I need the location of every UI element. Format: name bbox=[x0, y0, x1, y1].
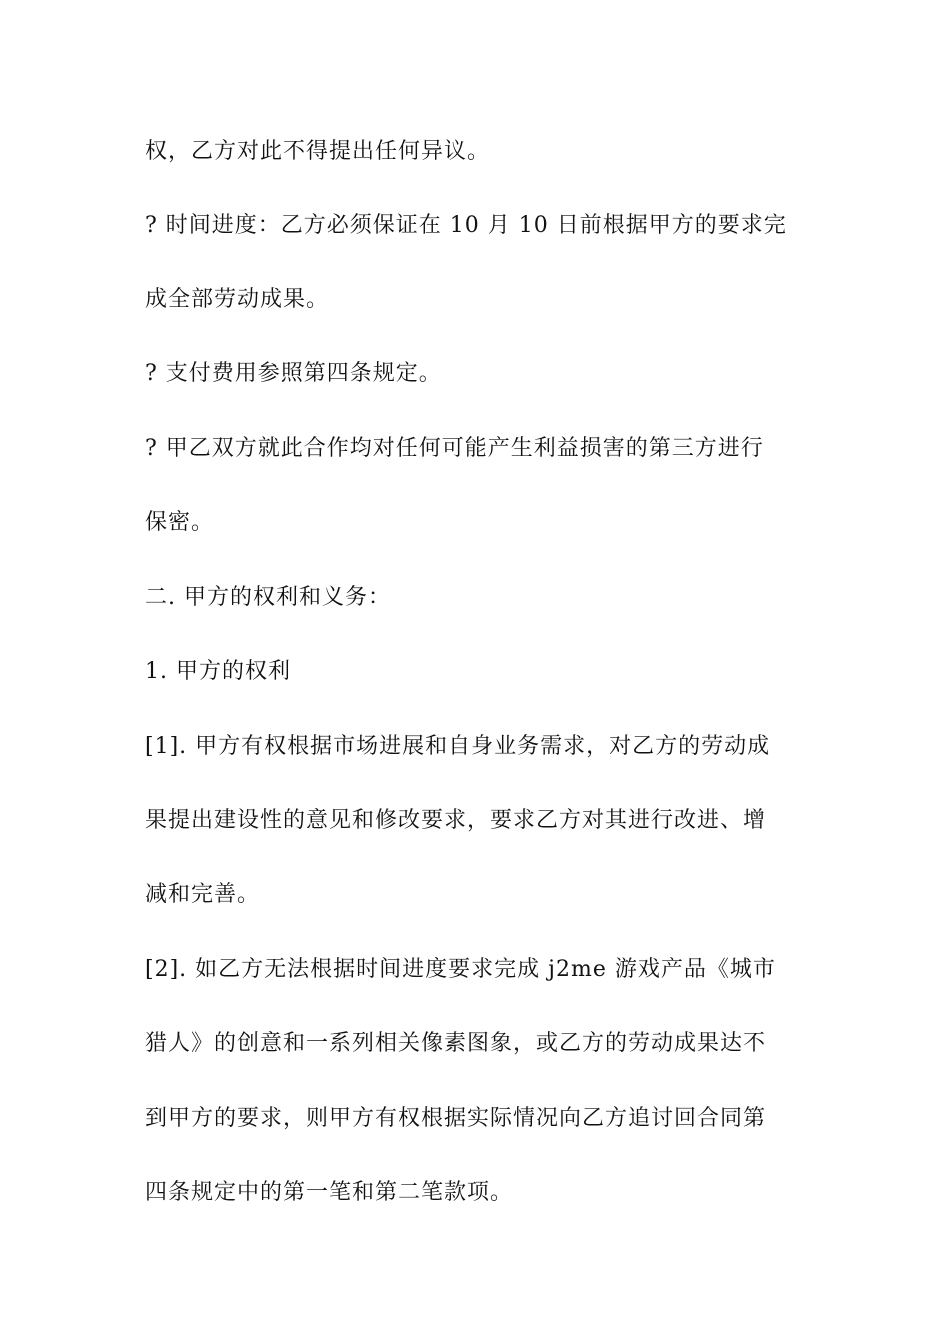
text-line: ? 时间进度：乙方必须保证在 10 月 10 日前根据甲方的要求完 bbox=[145, 213, 787, 238]
text-line: 减和完善。 bbox=[145, 882, 261, 907]
section-heading: 二. 甲方的权利和义务： bbox=[145, 585, 391, 610]
text-line: 权，乙方对此不得提出任何异议。 bbox=[145, 139, 491, 164]
text-line: ? 支付费用参照第四条规定。 bbox=[145, 361, 442, 386]
text-line: [2]. 如乙方无法根据时间进度要求完成 j2me 游戏产品《城市 bbox=[145, 957, 776, 982]
subsection-heading: 1. 甲方的权利 bbox=[145, 659, 291, 684]
text-line: [1]. 甲方有权根据市场进展和自身业务需求，对乙方的劳动成 bbox=[145, 734, 771, 759]
text-line: 到甲方的要求，则甲方有权根据实际情况向乙方追讨回合同第 bbox=[145, 1106, 767, 1131]
text-line: 果提出建设性的意见和修改要求，要求乙方对其进行改进、增 bbox=[145, 808, 767, 833]
text-line: 猎人》的创意和一系列相关像素图象，或乙方的劳动成果达不 bbox=[145, 1031, 767, 1056]
text-line: 保密。 bbox=[145, 510, 215, 535]
text-line: 成全部劳动成果。 bbox=[145, 287, 330, 312]
text-line: ? 甲乙双方就此合作均对任何可能产生利益损害的第三方进行 bbox=[145, 436, 764, 461]
text-line: 四条规定中的第一笔和第二笔款项。 bbox=[145, 1180, 514, 1205]
